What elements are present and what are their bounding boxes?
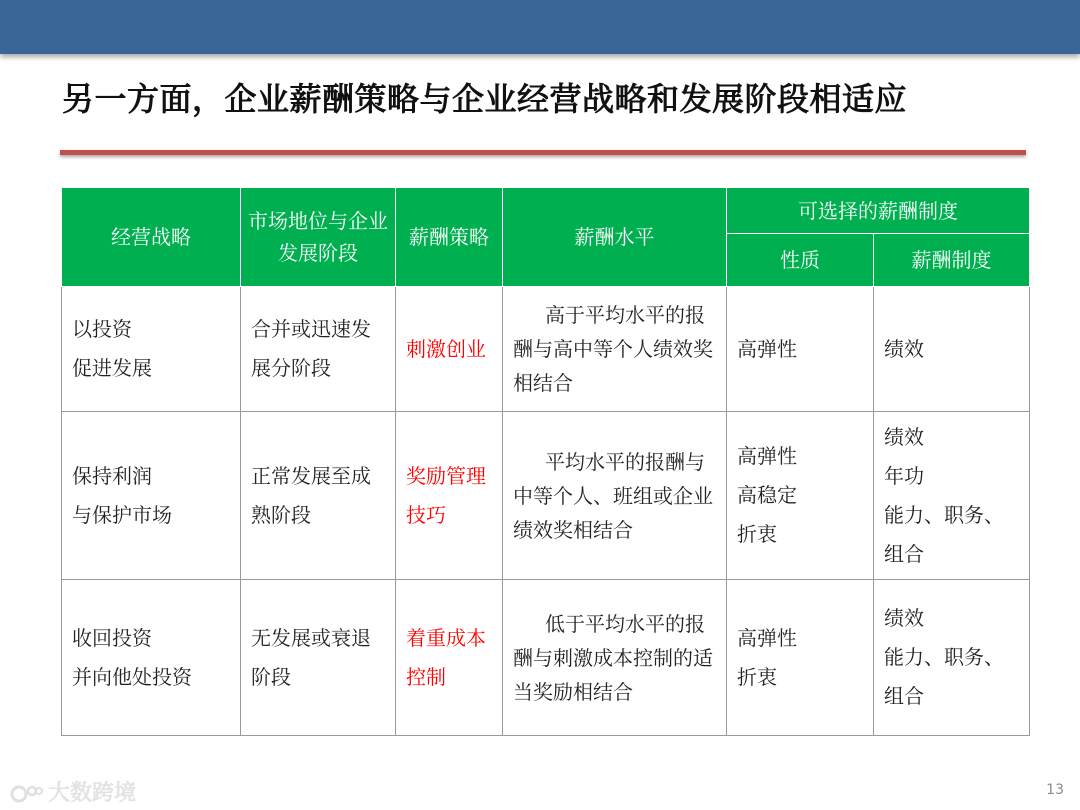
cell-line: 折衷	[737, 522, 777, 546]
cell-nature	[727, 412, 874, 580]
cell-line: 技巧	[406, 502, 446, 527]
cell-line: 能力、职务、	[884, 645, 1004, 669]
cell-line: 高稳定	[737, 483, 797, 507]
slide-title: 另一方面，企业薪酬策略与企业经营战略和发展阶段相适应	[62, 80, 908, 118]
cell-nature	[727, 580, 874, 736]
cell-line: 着重成本	[406, 625, 486, 650]
cell-strategy	[62, 287, 241, 412]
pay-strategy-table	[61, 187, 1030, 736]
cell-system	[874, 412, 1030, 580]
watermark	[10, 776, 136, 807]
cell-line: 无发展或衰退	[251, 625, 371, 650]
cell-line: 控制	[406, 664, 446, 689]
cell-line: 高弹性	[737, 444, 797, 468]
cell-level: 低于平均水平的报酬与刺激成本控制的适当奖励相结合	[503, 580, 727, 736]
cell-line: 展分阶段	[251, 356, 331, 380]
cell-line: 绩效	[884, 336, 924, 361]
header-strategy: 经营战略	[62, 188, 241, 287]
cell-line: 组合	[884, 541, 924, 566]
cell-system	[874, 580, 1030, 736]
cell-line: 组合	[884, 684, 924, 708]
header-market-position: 市场地位与企业发展阶段	[241, 188, 396, 287]
cell-system	[874, 287, 1030, 412]
cell-strategy	[62, 580, 241, 736]
cell-line: 年功	[884, 463, 924, 488]
top-banner	[0, 0, 1080, 54]
watermark-logo-icon	[10, 784, 44, 804]
header-pay-policy: 薪酬策略	[396, 188, 503, 287]
cell-stage	[241, 287, 396, 412]
cell-policy	[396, 287, 503, 412]
cell-line: 收回投资	[72, 625, 152, 650]
cell-line: 折衷	[737, 664, 777, 689]
cell-line: 绩效	[884, 424, 924, 449]
cell-line: 能力、职务、	[884, 502, 1004, 527]
cell-policy	[396, 412, 503, 580]
header-pay-system: 薪酬制度	[874, 234, 1030, 287]
cell-stage	[241, 412, 396, 580]
cell-line: 绩效	[884, 606, 924, 630]
table-row	[62, 580, 1030, 736]
cell-line: 并向他处投资	[72, 664, 192, 689]
cell-line: 合并或迅速发	[251, 317, 371, 341]
table-row	[62, 412, 1030, 580]
title-underline	[60, 150, 1026, 155]
cell-line: 奖励管理	[406, 463, 486, 488]
cell-line: 阶段	[251, 664, 291, 689]
cell-policy	[396, 580, 503, 736]
header-nature: 性质	[727, 234, 874, 287]
header-pay-level: 薪酬水平	[503, 188, 727, 287]
cell-line: 保持利润	[72, 463, 152, 488]
table-row	[62, 287, 1030, 412]
page-number: 13	[1046, 782, 1064, 798]
cell-line: 正常发展至成	[251, 463, 371, 488]
cell-level: 平均水平的报酬与中等个人、班组或企业绩效奖相结合	[503, 412, 727, 580]
cell-line: 高弹性	[737, 336, 797, 361]
cell-level: 高于平均水平的报酬与高中等个人绩效奖相结合	[503, 287, 727, 412]
cell-nature	[727, 287, 874, 412]
cell-line: 促进发展	[72, 356, 152, 380]
cell-line: 与保护市场	[72, 502, 172, 527]
cell-line: 刺激创业	[406, 336, 486, 361]
cell-strategy	[62, 412, 241, 580]
cell-line: 以投资	[72, 317, 132, 341]
header-pay-system-group: 可选择的薪酬制度	[727, 188, 1030, 234]
cell-line: 熟阶段	[251, 502, 311, 527]
watermark-text: 大数跨境	[48, 781, 137, 806]
cell-stage	[241, 580, 396, 736]
cell-line: 高弹性	[737, 625, 797, 650]
